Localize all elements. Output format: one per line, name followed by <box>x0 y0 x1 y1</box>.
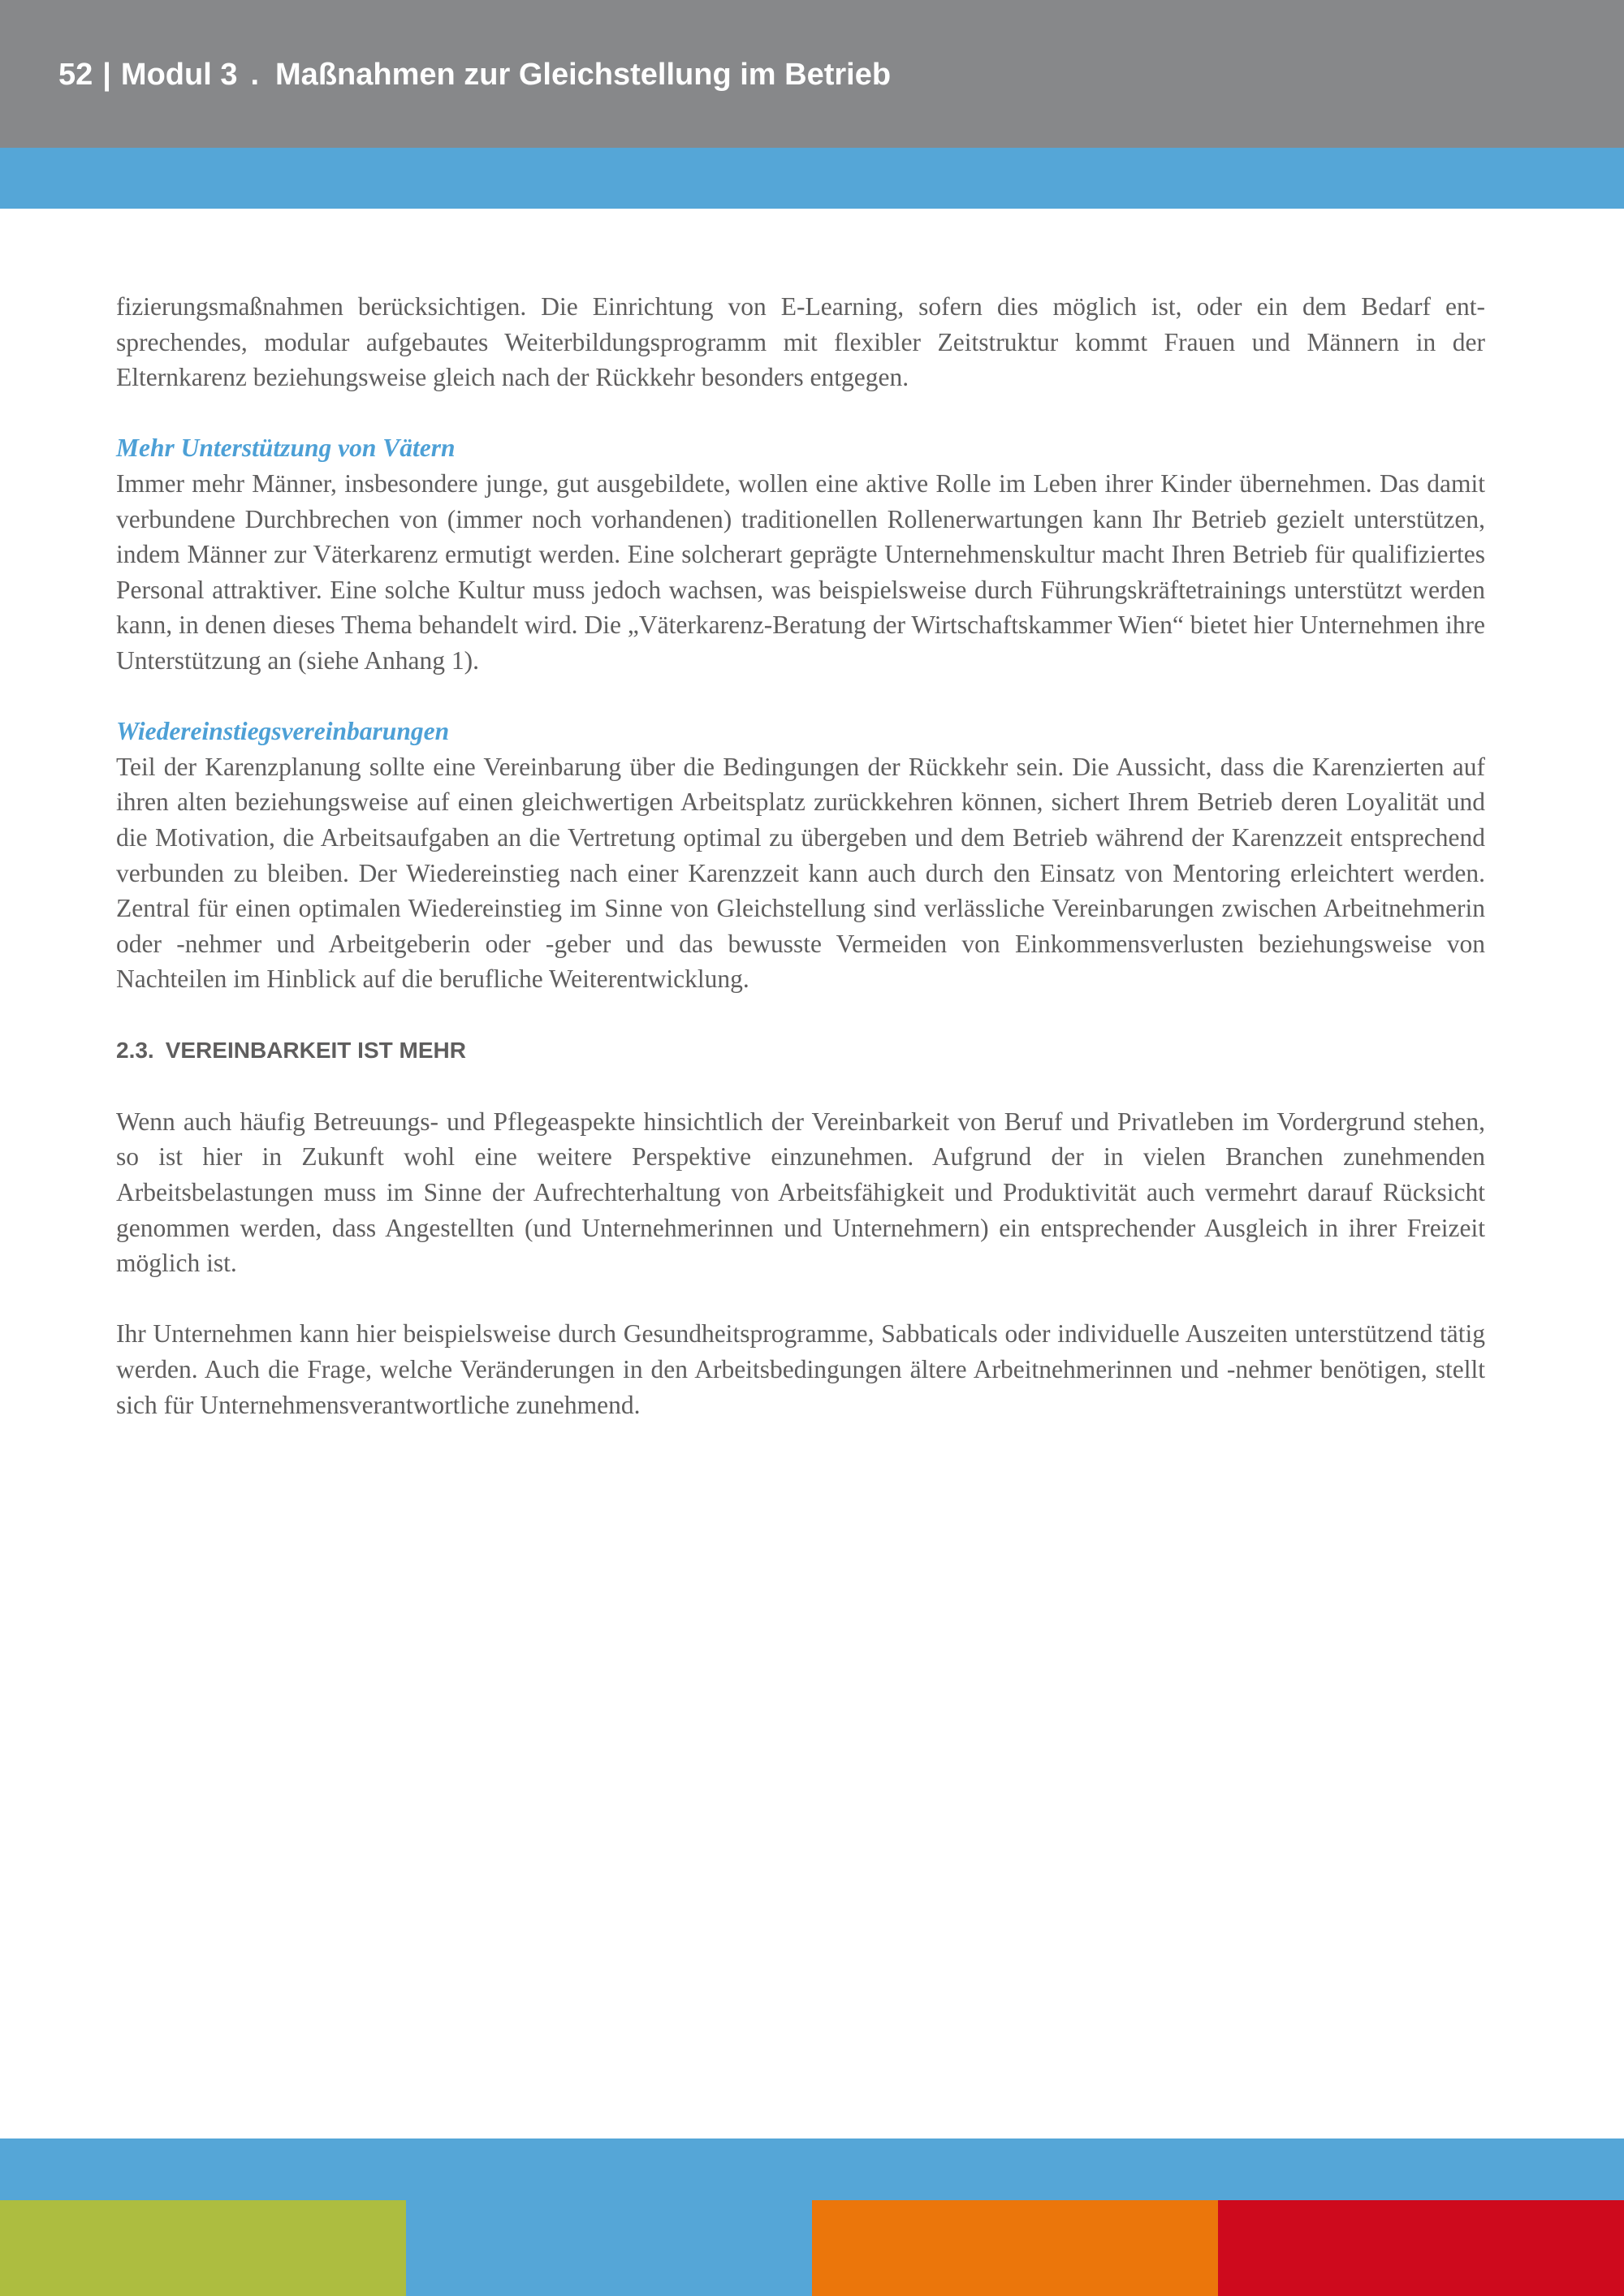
paragraph-vaeter: Immer mehr Männer, insbesondere junge, gut ausgebildete, wollen eine aktive Rolle im Leben ihrer Kinder übernehmen. Das damit verbundene Durchbrechen von (immer noch vorhandenen) traditionellen Rollenerwartungen kann Ihr Betrieb gezielt unterstützen, indem Männer zur Väterkarenz ermutigt werden. Eine solcherart geprägte Unternehmenskultur macht Ihren Betrieb für qualifiziertes Personal attraktiver. Eine solche Kultur muss jedoch wachsen, was beispielsweise durch Führungskräftetrainings unterstützt werden kann, in denen dieses Thema behandelt wird. Die „Väterkarenz-Beratung der Wirtschaftskammer Wien“ bietet hier Unternehmen ihre Unterstützung an (siehe Anhang 1). <box>116 468 1485 675</box>
module-label: Modul 3 <box>120 58 238 92</box>
page-number: 52 <box>58 58 93 92</box>
page-header <box>0 0 1624 148</box>
footer-red-block <box>1218 2200 1624 2296</box>
section-number: 2.3. <box>116 1037 154 1063</box>
header-title-line <box>58 54 891 96</box>
footer-green-block <box>0 2200 406 2296</box>
paragraph-wiedereinstieg: Teil der Karenzplanung sollte eine Vereinbarung über die Bedingungen der Rückkehr sein. Die Aussicht, dass die Karenzierten auf ihren alten beziehungsweise auf einen gleichwertigen Arbeitsplatz zurückkehren können, sichert Ihrem Betrieb deren Loyalität und die Motivation, die Arbeitsaufgaben an die Vertretung optimal zu übergeben und dem Betrieb während der Karenzzeit entsprechend verbunden zu bleiben. Der Wiedereinstieg nach einer Karenzzeit kann auch durch den Einsatz von Mentoring erleichtert werden. Zentral für einen optimalen Wiedereinstieg im Sinne von Gleichstellung sind verlässliche Vereinbarungen zwischen Arbeitnehmerin oder -nehmer und Arbeitgeberin oder -geber und das bewusste Vermeiden von Einkommensverlusten beziehungsweise von Nachteilen im Hinblick auf die berufliche Weiterentwicklung. <box>116 752 1485 994</box>
paragraph-vereinbarkeit-1: Wenn auch häufig Betreuungs- und Pflegeaspekte hinsichtlich der Vereinbarkeit von Beruf und Privatleben im Vordergrund stehen, so ist hier in Zukunft wohl eine weitere Perspektive einzunehmen. Aufgrund der in vielen Branchen zunehmenden Arbeitsbelastungen muss im Sinne der Aufrechterhaltung von Arbeitsfähigkeit und Produktivität auch vermehrt darauf Rücksicht genommen werden, dass Angestellten (und Unternehmerinnen und Unternehmern) ein entsprechender Ausgleich in ihrer Freizeit möglich ist. <box>116 1107 1485 1278</box>
section-title: VEREINBARKEIT IST MEHR <box>165 1037 466 1063</box>
footer-orange-block <box>812 2200 1218 2296</box>
subheading-vaeter: Mehr Unterstützung von Vätern <box>116 434 456 463</box>
header-accent-bar <box>0 148 1624 209</box>
footer-accent-bar <box>0 2138 1624 2200</box>
footer-blue-block <box>406 2200 812 2296</box>
intro-paragraph: fizierungsmaßnahmen berücksichtigen. Die Einrichtung von E-Learning, sofern dies möglich ist, oder ein dem Bedarf entsprechendes, modular aufgebautes Weiterbildungsprogramm mit flexibler Zeitstruktur kommt Frauen und Männern in der Elternkarenz beziehungsweise gleich nach der Rückkehr besonders entgegen. <box>116 292 1485 392</box>
paragraph-vereinbarkeit-2: Ihr Unternehmen kann hier beispielsweise durch Gesundheitsprogramme, Sabbaticals oder individuelle Auszeiten unterstützend tätig werden. Auch die Frage, welche Veränderungen in den Arbeitsbedingungen ältere Arbeitnehmerinnen und -nehmer benötigen, stellt sich für Unternehmensverantwortliche zunehmend. <box>116 1319 1485 1419</box>
section-heading-2-3 <box>116 1033 1485 1068</box>
subheading-wiedereinstieg: Wiedereinstiegsvereinbarungen <box>116 717 450 746</box>
header-separator: | <box>102 58 111 92</box>
chapter-title: Maßnahmen zur Gleichstellung im Betrieb <box>275 58 892 92</box>
header-dot: . <box>250 58 260 92</box>
page-content <box>116 289 1485 1422</box>
paragraph-spacer <box>116 1281 1485 1317</box>
